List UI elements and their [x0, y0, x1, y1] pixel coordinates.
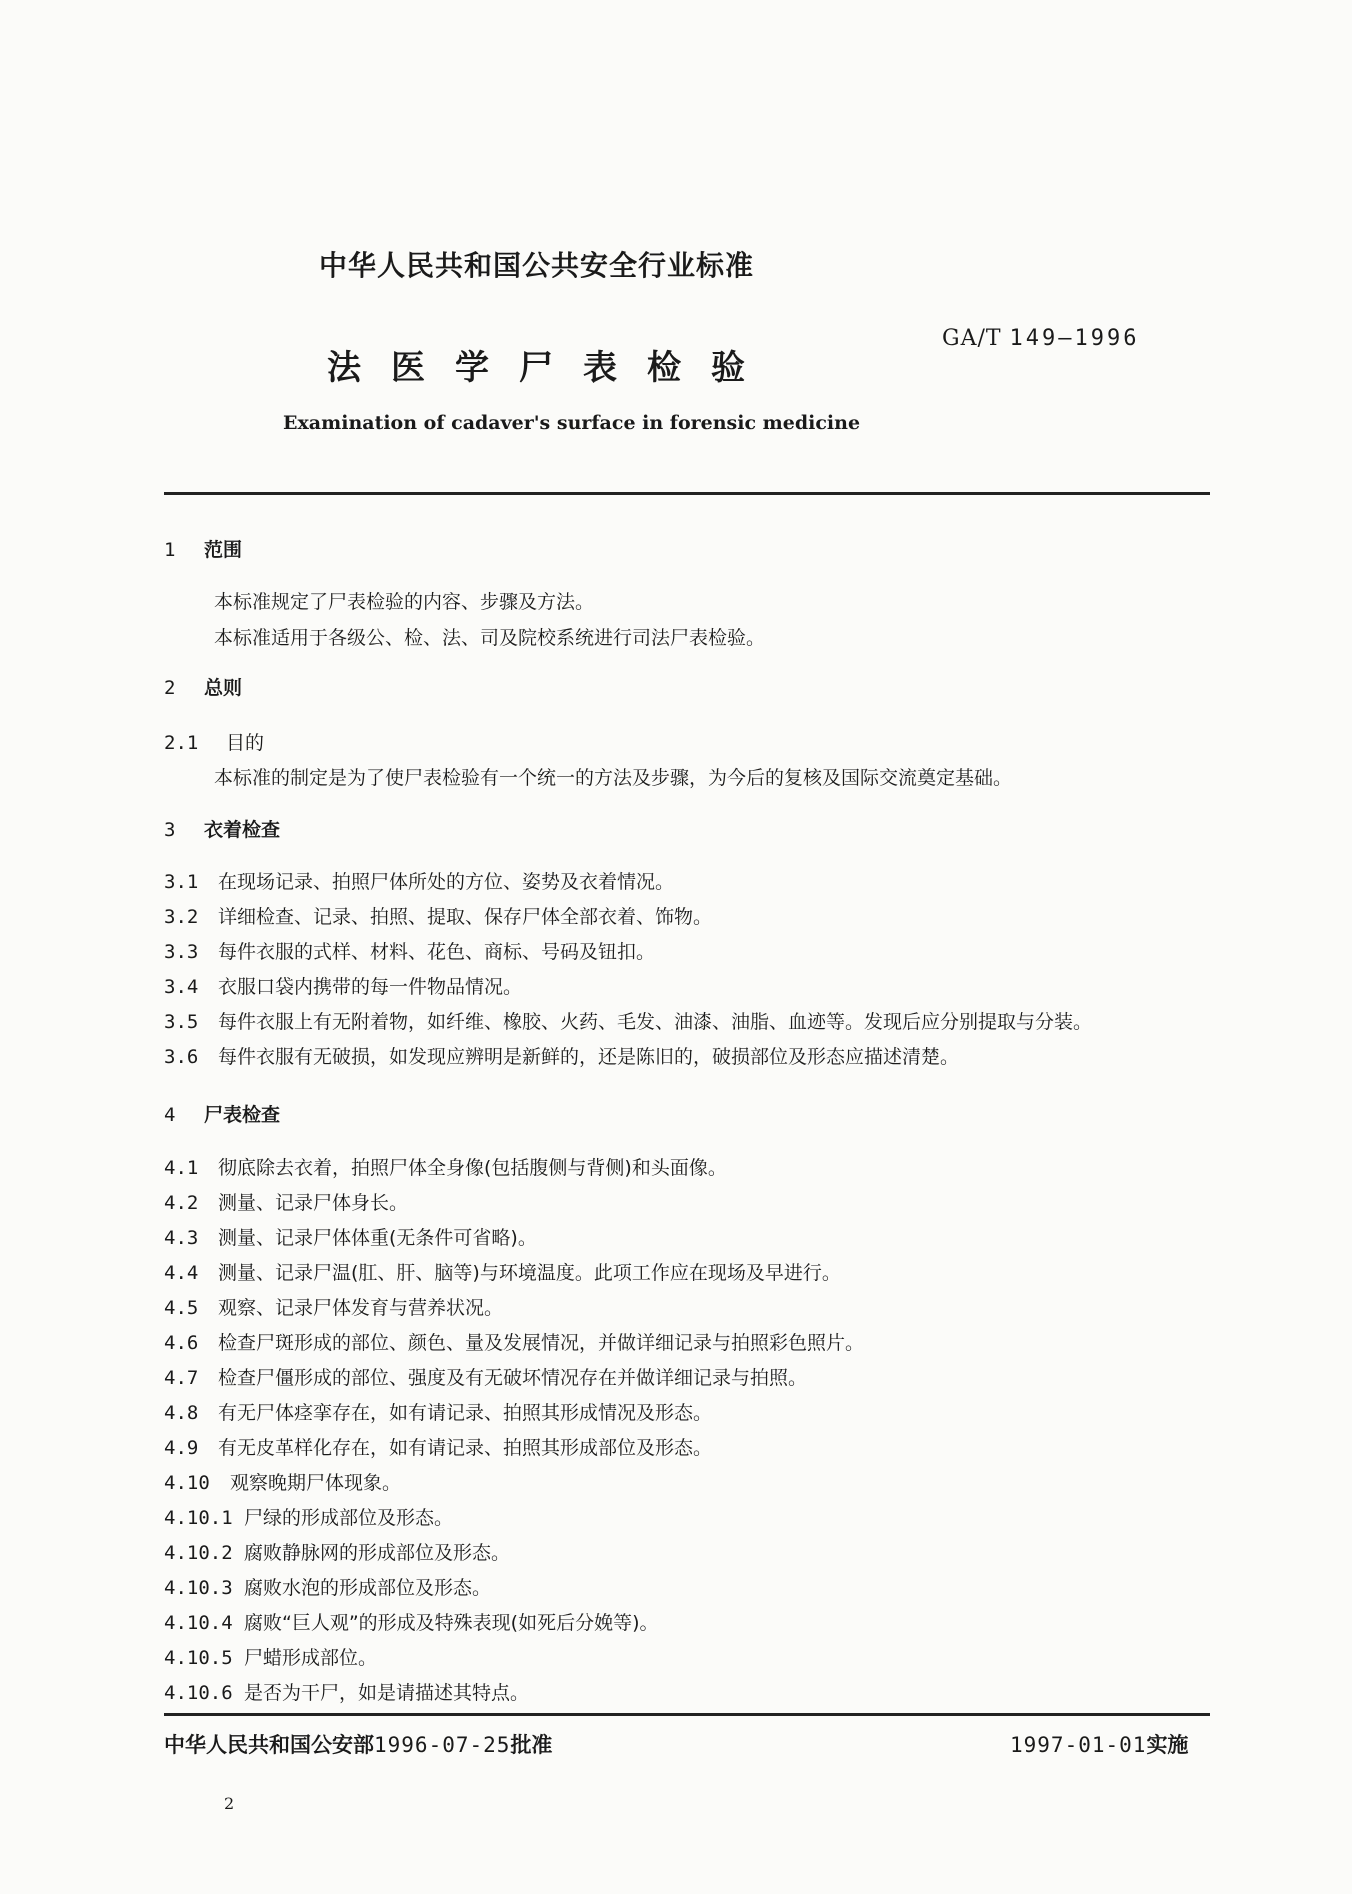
clause — [164, 972, 522, 999]
implementation-label: 实施 — [1146, 1733, 1189, 1757]
clause-text: 观察晚期尸体现象。 — [230, 1472, 402, 1494]
clause-number: 3.6 — [164, 1046, 199, 1068]
clause-number: 4.2 — [164, 1192, 199, 1214]
clause-text: 有无皮革样化存在，如有请记录、拍照其形成部位及形态。 — [218, 1437, 713, 1459]
clause — [164, 1153, 727, 1180]
clause-text: 腐败静脉网的形成部位及形态。 — [244, 1542, 511, 1564]
implementation-date: 1997-01-01 — [1010, 1733, 1147, 1757]
clause-number: 4.10.2 — [164, 1542, 233, 1564]
clause — [164, 1328, 864, 1355]
clause-text: 检查尸僵形成的部位、强度及有无破坏情况存在并做详细记录与拍照。 — [218, 1367, 808, 1389]
clause-text: 衣服口袋内携带的每一件物品情况。 — [218, 976, 523, 998]
section-title: 总则 — [204, 677, 243, 699]
clause — [164, 1433, 712, 1460]
section-number: 4 — [164, 1104, 176, 1126]
implementation-line — [1010, 1729, 1188, 1759]
document-title: 法医学尸表检验 — [327, 348, 775, 388]
header-divider — [164, 492, 1210, 495]
clause-number: 3.5 — [164, 1011, 199, 1033]
approval-date: 1996-07-25 — [374, 1733, 511, 1757]
clause-number: 3.4 — [164, 976, 199, 998]
clause-text: 有无尸体痉挛存在，如有请记录、拍照其形成情况及形态。 — [218, 1402, 713, 1424]
section-number: 2 — [164, 677, 176, 699]
clause-text: 尸蜡形成部位。 — [244, 1647, 378, 1669]
clause-number: 4.7 — [164, 1367, 199, 1389]
clause-number: 4.9 — [164, 1437, 199, 1459]
standard-number — [942, 326, 1140, 351]
section-number: 1 — [164, 539, 176, 561]
clause — [164, 1398, 712, 1425]
clause — [164, 867, 674, 894]
clause-text: 检查尸斑形成的部位、颜色、量及发展情况，并做详细记录与拍照彩色照片。 — [218, 1332, 865, 1354]
clause-number: 4.10 — [164, 1472, 210, 1494]
clause-text: 测量、记录尸体身长。 — [218, 1192, 409, 1214]
clause — [164, 1258, 841, 1285]
standard-prefix: GA/T — [942, 326, 1010, 351]
subclause — [164, 1678, 529, 1705]
clause-number: 4.8 — [164, 1402, 199, 1424]
footer-divider — [164, 1713, 1210, 1716]
clause-2-1 — [164, 728, 264, 755]
clause — [164, 1293, 503, 1320]
clause-text: 每件衣服的式样、材料、花色、商标、号码及钮扣。 — [218, 941, 656, 963]
clause-number: 4.5 — [164, 1297, 199, 1319]
clause-text: 腐败水泡的形成部位及形态。 — [244, 1577, 492, 1599]
subclause — [164, 1503, 453, 1530]
clause — [164, 937, 655, 964]
clause-text: 在现场记录、拍照尸体所处的方位、姿势及衣着情况。 — [218, 871, 675, 893]
clause-text: 测量、记录尸温(肛、肝、脑等)与环境温度。此项工作应在现场及早进行。 — [218, 1262, 841, 1284]
clause — [164, 902, 712, 929]
clause — [164, 1007, 1092, 1034]
clause-text: 尸绿的形成部位及形态。 — [244, 1507, 454, 1529]
clause-number: 4.10.6 — [164, 1682, 233, 1704]
clause-number: 4.10.4 — [164, 1612, 233, 1634]
clause-text: 腐败“巨人观”的形成及特殊表现(如死后分娩等)。 — [244, 1612, 659, 1634]
subclause — [164, 1643, 377, 1670]
clause-number: 4.6 — [164, 1332, 199, 1354]
english-title: Examination of cadaver's surface in forensic medicine — [283, 412, 861, 434]
issuing-organization: 中华人民共和国公共安全行业标准 — [319, 249, 755, 282]
clause-number: 4.3 — [164, 1227, 199, 1249]
clause — [164, 1042, 959, 1069]
section-1-heading — [164, 535, 242, 562]
standard-code: 149—1996 — [1009, 326, 1140, 351]
clause — [164, 1468, 401, 1495]
clause-number: 4.10.5 — [164, 1647, 233, 1669]
clause — [164, 1363, 807, 1390]
clause — [164, 1188, 408, 1215]
section-4-heading — [164, 1100, 280, 1127]
clause-number: 2.1 — [164, 732, 199, 754]
section-2-heading — [164, 673, 242, 700]
page-number: 2 — [224, 1794, 235, 1813]
approving-authority: 中华人民共和国公安部 — [164, 1733, 374, 1757]
clause-number: 3.1 — [164, 871, 199, 893]
clause-number: 3.2 — [164, 906, 199, 928]
subclause — [164, 1608, 659, 1635]
clause-text: 每件衣服有无破损，如发现应辨明是新鲜的，还是陈旧的，破损部位及形态应描述清楚。 — [218, 1046, 960, 1068]
section-number: 3 — [164, 819, 176, 841]
clause — [164, 1223, 537, 1250]
clause-text: 是否为干尸，如是请描述其特点。 — [244, 1682, 530, 1704]
approval-line — [164, 1729, 552, 1759]
section-title: 衣着检查 — [204, 819, 281, 841]
clause-number: 4.10.3 — [164, 1577, 233, 1599]
clause-text: 测量、记录尸体体重(无条件可省略)。 — [218, 1227, 537, 1249]
clause-number: 4.1 — [164, 1157, 199, 1179]
clause-text: 每件衣服上有无附着物，如纤维、橡胶、火药、毛发、油漆、油脂、血迹等。发现后应分别提取与分装。 — [218, 1011, 1093, 1033]
clause-text: 详细检查、记录、拍照、提取、保存尸体全部衣着、饰物。 — [218, 906, 713, 928]
subclause — [164, 1573, 491, 1600]
section-3-heading — [164, 815, 280, 842]
approval-label: 批准 — [510, 1733, 553, 1757]
section-title: 范围 — [204, 539, 243, 561]
subclause — [164, 1538, 510, 1565]
paragraph: 本标准的制定是为了使尸表检验有一个统一的方法及步骤，为今后的复核及国际交流奠定基础。 — [214, 767, 1013, 789]
paragraph: 本标准适用于各级公、检、法、司及院校系统进行司法尸表检验。 — [214, 627, 766, 649]
clause-number: 4.4 — [164, 1262, 199, 1284]
clause-text: 彻底除去衣着，拍照尸体全身像(包括腹侧与背侧)和头面像。 — [218, 1157, 727, 1179]
section-title: 尸表检查 — [204, 1104, 281, 1126]
clause-number: 3.3 — [164, 941, 199, 963]
clause-text: 观察、记录尸体发育与营养状况。 — [218, 1297, 504, 1319]
paragraph: 本标准规定了尸表检验的内容、步骤及方法。 — [214, 591, 595, 613]
clause-text: 目的 — [226, 732, 265, 754]
clause-number: 4.10.1 — [164, 1507, 233, 1529]
